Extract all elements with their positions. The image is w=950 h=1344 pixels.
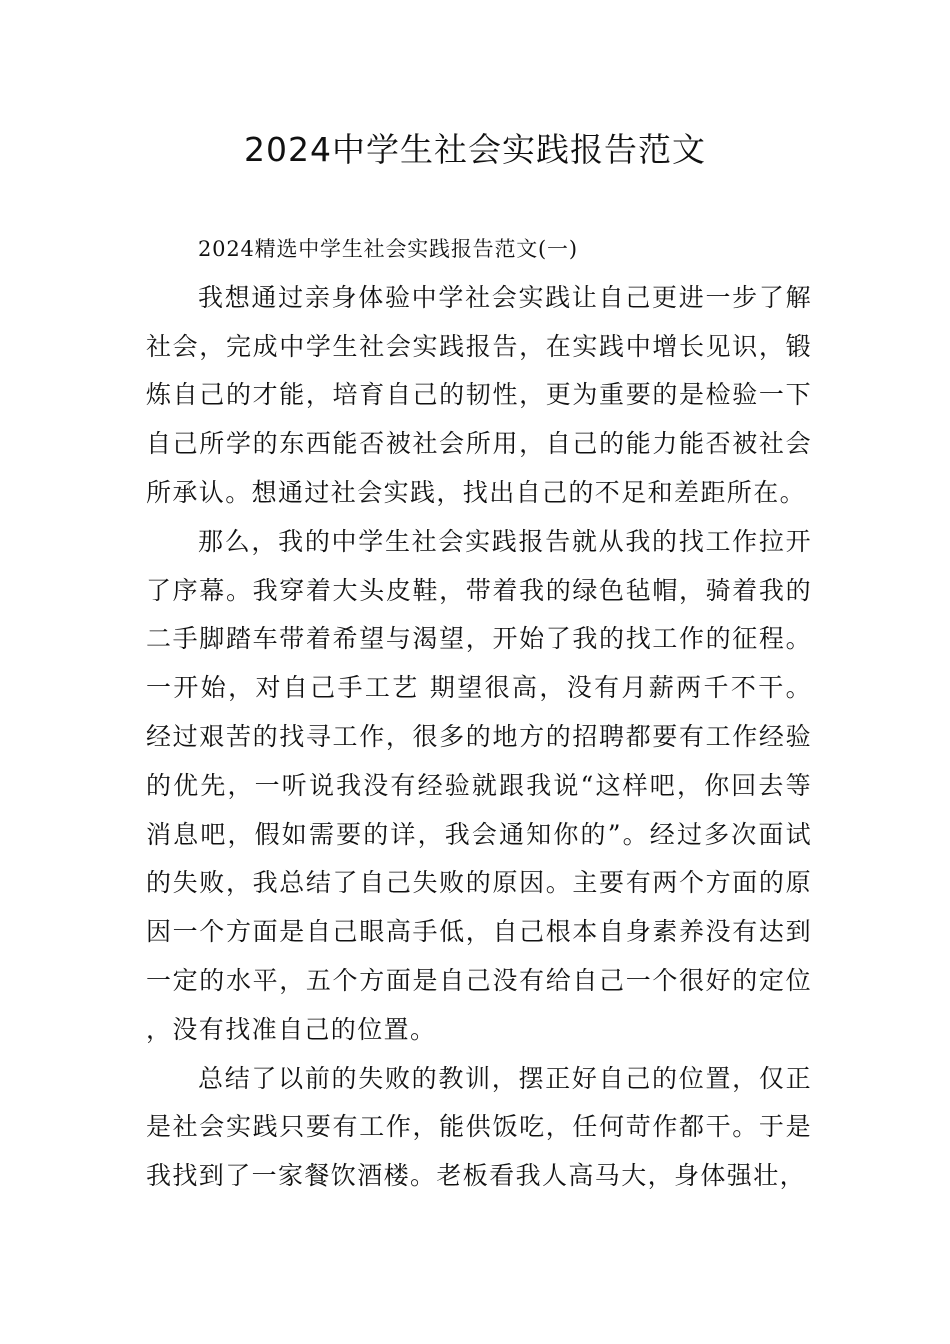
document-body	[146, 225, 812, 1201]
document-title: 2024中学生社会实践报告范文	[244, 130, 706, 169]
paragraph-2: 那么，我的中学生社会实践报告就从我的找工作拉开了序幕。我穿着大头皮鞋，带着我的绿色毡帽，骑着我的二手脚踏车带着希望与渴望，开始了我的找工作的征程。一开始，对自己手工艺 期望很高，没有月薪两千不干。经过艰苦的找寻工作，很多的地方的招聘都要有工作经验的优先，一听说我没有经验就跟我说“这样吧，你回去等消息吧，假如需要的详，我会通知你的”。经过多次面试的失败，我总结了自己失败的原因。主要有两个方面的原因一个方面是自己眼高手低，自己根本自身素养没有达到一定的水平，五个方面是自己没有给自己一个很好的定位，没有找准自己的位置。	[146, 526, 812, 1044]
paragraph-1: 我想通过亲身体验中学社会实践让自己更进一步了解社会，完成中学生社会实践报告，在实践中增长见识，锻炼自己的才能，培育自己的韧性，更为重要的是检验一下自己所学的东西能否被社会所用，自己的能力能否被社会所承认。想通过社会实践，找出自己的不足和差距所在。	[146, 282, 812, 507]
paragraph-3: 总结了以前的失败的教训，摆正好自己的位置，仅正是社会实践只要有工作，能供饭吃，任何苛作都干。于是我找到了一家餐饮酒楼。老板看我人高马大，身体强壮，	[146, 1063, 812, 1191]
section-subtitle: 2024精选中学生社会实践报告范文(一)	[198, 237, 578, 261]
